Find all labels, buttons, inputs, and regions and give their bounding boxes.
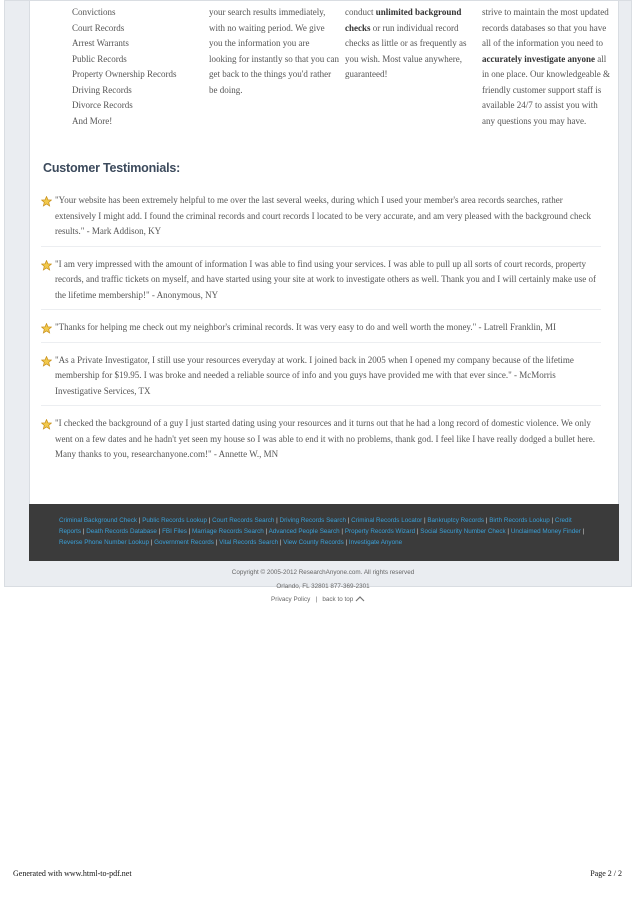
footer-separator: | [346, 517, 352, 524]
bottom-links [4, 596, 632, 603]
testimonial-text: "I am very impressed with the amount of information I was able to find using your services. I was able to pull up all sorts of court records, property records, and traffic tickets on myself, and have started using your site at work to investigate others as well. Thank you and I will certainly make use of the lifetime membership!" - Anonymous, NY [55, 258, 597, 300]
records-list [72, 5, 202, 129]
footer-link[interactable]: Birth Records Lookup [489, 517, 550, 524]
footer-separator: | [278, 539, 284, 546]
unlimited-checks-text [345, 5, 475, 83]
text-fragment: all in one place. Our knowledgeable & friendly customer support staff is available 24/7 to assist you with any questions you may have. [482, 53, 610, 126]
footer-separator: | [339, 528, 345, 535]
footer-link[interactable]: Government Records [154, 539, 214, 546]
footer-link[interactable]: Bankruptcy Records [427, 517, 485, 524]
divider: | [315, 596, 318, 603]
footer-link[interactable]: Investigate Anyone [348, 539, 403, 546]
text-fragment: or run individual record checks as little or as frequently as you wish. Most value anywhere, guaranteed! [345, 22, 467, 79]
testimonial-text: "Your website has been extremely helpful to me over the last several weeks, during which I used your member's area records searches, rather extensively I might add. I found the criminal records and court records I located to be very accurate, and am very pleased with the background check results." - Mark Addison, KY [55, 195, 592, 236]
footer-link[interactable]: Court Records Search [212, 517, 275, 524]
chevron-up-icon[interactable] [355, 596, 365, 602]
record-item: Public Records [72, 53, 127, 64]
footer-separator: | [81, 528, 87, 535]
back-to-top-link[interactable]: back to top [322, 596, 354, 603]
generated-with-text: Generated with www.html-to-pdf.net [13, 869, 132, 878]
star-icon [41, 196, 52, 207]
footer-link[interactable]: Reverse Phone Number Lookup [59, 539, 149, 546]
record-item: Arrest Warrants [72, 38, 129, 48]
copyright-text: Copyright © 2005-2012 ResearchAnyone.com. All rights reserved [231, 569, 415, 576]
footer-link[interactable]: Vital Records Search [219, 539, 279, 546]
footer-separator: | [415, 528, 421, 535]
footer-separator: | [580, 528, 585, 535]
page-number: Page 2 / 2 [590, 869, 622, 878]
testimonial-item [41, 193, 601, 247]
footer-link[interactable]: Unclaimed Money Finder [510, 528, 581, 535]
footer-separator: | [137, 517, 143, 524]
footer-separator: | [156, 528, 163, 535]
star-icon [41, 260, 52, 271]
bold-text: accurately investigate anyone [482, 53, 595, 64]
footer-separator: | [274, 517, 280, 524]
testimonial-text: "I checked the background of a guy I just started dating using your resources and it turns out that he had a long record of domestic violence. We only went on a few dates and he hadn't yet seen my house so I was able to end it with no problems, thank god. I feel like I have really dodged a bullet here. Many thanks to you, researchanyone.com!" - Annette W., MN [55, 418, 595, 459]
footer-link[interactable]: Credit Reports [59, 517, 572, 535]
privacy-policy-link[interactable]: Privacy Policy [271, 596, 311, 603]
text-fragment: conduct [345, 7, 376, 17]
star-icon [41, 419, 52, 430]
testimonials-list [41, 193, 601, 479]
footer-separator: | [422, 517, 428, 524]
record-item: Divorce Records [72, 100, 133, 110]
text-fragment: strive to maintain the most updated records databases so that you have all of the information you need to [482, 7, 609, 48]
footer-link[interactable]: Driving Records Search [279, 517, 347, 524]
footer-separator: | [263, 528, 269, 535]
instant-results-text: your search results immediately, with no waiting period. We give you the information you are looking for instantly so that you can get back to the things you'd rather be doing. [209, 7, 339, 95]
testimonial-item [41, 416, 601, 469]
star-icon [41, 356, 52, 367]
record-item: Property Ownership Records [72, 69, 177, 79]
footer-link[interactable]: FBI Files [162, 528, 187, 535]
bold-text: unlimited background checks [345, 7, 462, 33]
page-background [4, 0, 632, 590]
footer-separator: | [148, 539, 155, 546]
record-item: Court Records [72, 22, 125, 33]
footer-links-bar [29, 504, 619, 561]
footer-links [59, 515, 589, 548]
footer-link[interactable]: Social Security Number Check [420, 528, 506, 535]
testimonial-text: "Thanks for helping me check out my neighbor's criminal records. It was very easy to do and well worth the money." - Latrell Franklin, MI [55, 322, 557, 332]
footer-separator: | [206, 517, 213, 524]
record-item: Driving Records [72, 84, 132, 95]
footer-link[interactable]: Public Records Lookup [142, 517, 207, 524]
updated-databases-text [482, 5, 612, 129]
footer-separator: | [343, 539, 349, 546]
footer-separator: | [484, 517, 490, 524]
star-icon [41, 323, 52, 334]
testimonial-item [41, 353, 601, 407]
footer-separator: | [213, 539, 220, 546]
record-item: And More! [72, 115, 113, 126]
footer-separator: | [505, 528, 511, 535]
footer-separator: | [186, 528, 193, 535]
testimonial-text: "As a Private Investigator, I still use your resources everyday at work. I joined back in 2005 when I opened my company because of the lifetime membership for $19.95. I was broke and needed a reliable source of info and you guys have provided me with that ever since." - McMorris Investigative Services, TX [55, 354, 574, 396]
testimonial-item [41, 320, 601, 343]
testimonials-heading: Customer Testimonials: [43, 161, 181, 175]
footer-link[interactable]: Advanced People Search [268, 528, 340, 535]
footer-separator: | [549, 517, 555, 524]
footer-link[interactable]: Criminal Records Locator [351, 517, 423, 524]
record-item: Convictions [72, 7, 116, 17]
footer-link[interactable]: Marriage Records Search [192, 528, 264, 535]
address-text: Orlando, FL 32801 877-369-2301 [276, 583, 370, 590]
footer-link[interactable]: Property Records Wizard [344, 528, 416, 535]
footer-link[interactable]: Death Records Database [86, 528, 157, 535]
testimonial-item [41, 257, 601, 311]
footer-link[interactable]: Criminal Background Check [59, 517, 138, 524]
footer-link[interactable]: View County Records [283, 539, 344, 546]
